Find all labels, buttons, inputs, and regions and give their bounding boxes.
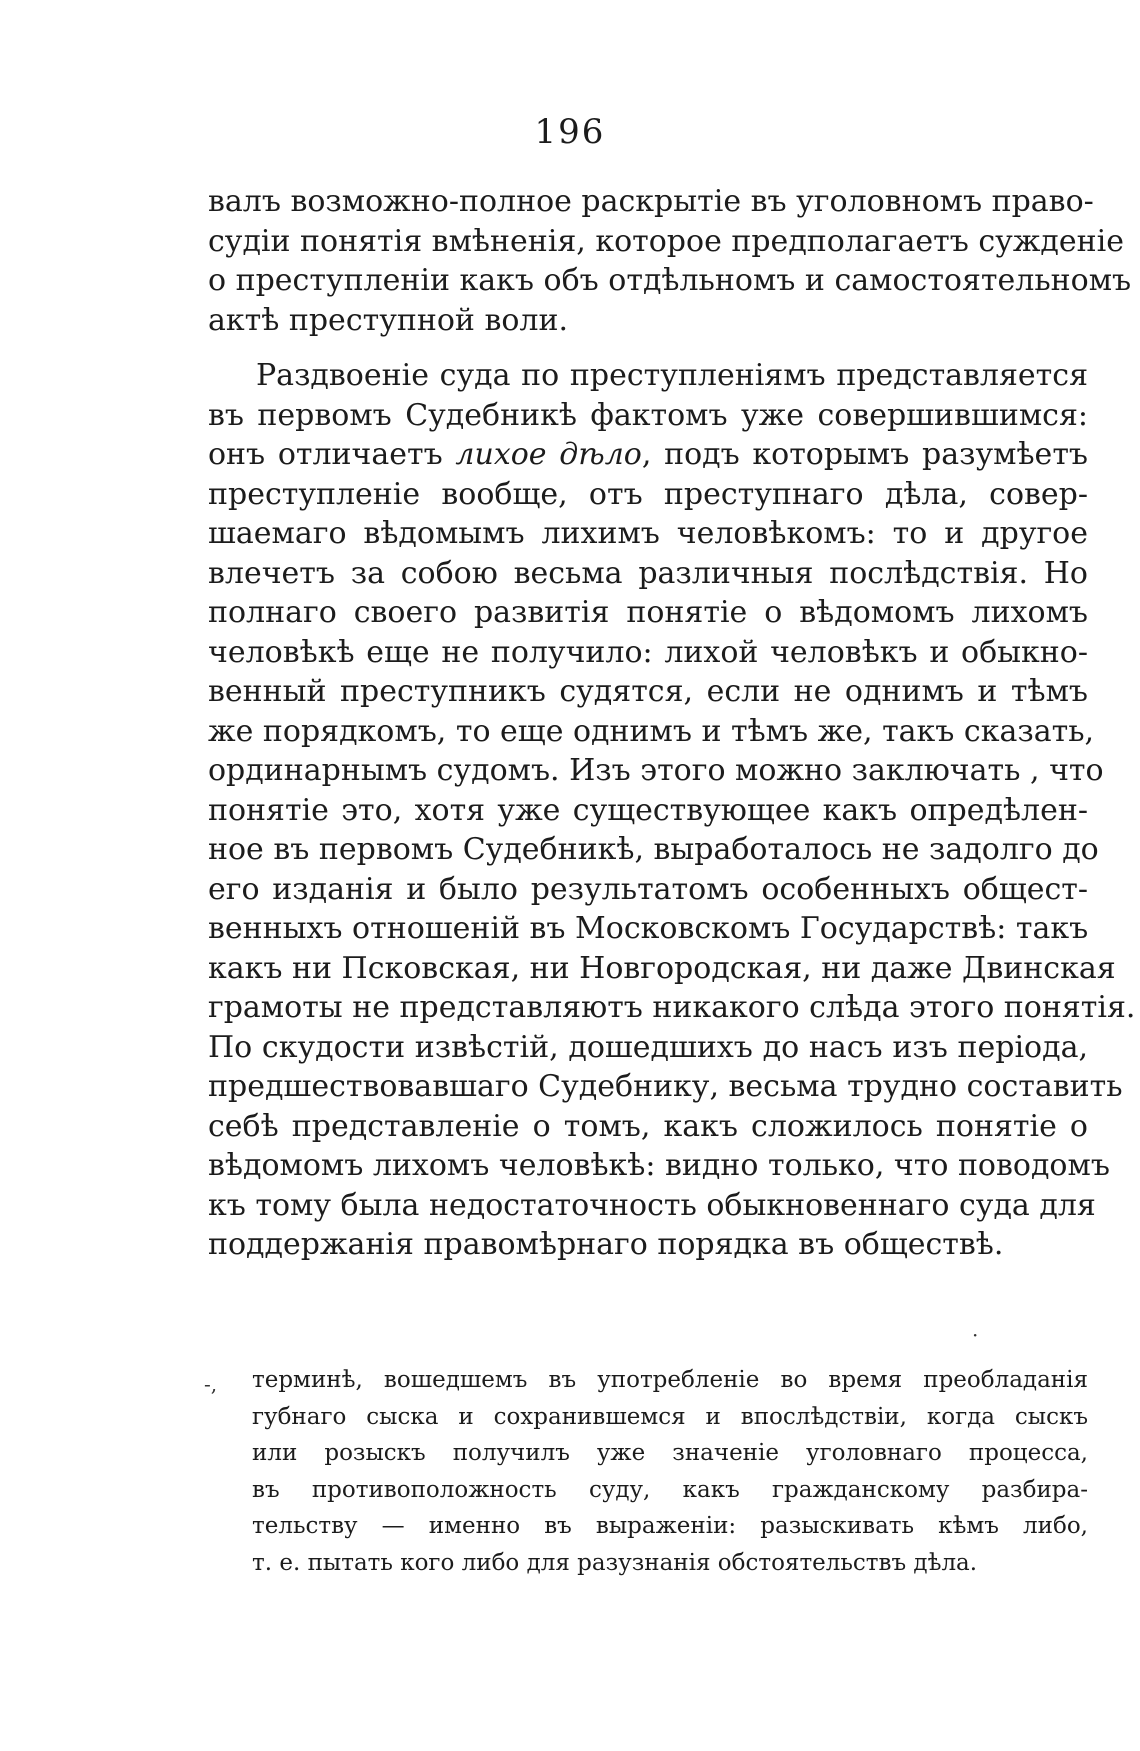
- main-text: [208, 182, 1136, 1265]
- text-line: валъ возможно-полное раскрытіе въ уголовномъ право-: [208, 184, 1094, 219]
- text-line: себѣ представленіе о томъ, какъ сложилось понятіе о: [208, 1108, 1088, 1144]
- text-line: преступленіе вообще, отъ преступнаго дѣла, совер-: [208, 476, 1088, 512]
- paragraph-2: [208, 356, 1136, 1265]
- text-line: ное въ первомъ Судебникѣ, выработалось не задолго до: [208, 832, 1099, 867]
- text-line: его изданія и было результатомъ особенныхъ общест-: [208, 871, 1088, 907]
- text-line: же порядкомъ, то еще однимъ и тѣмъ же, такъ сказать,: [208, 713, 1095, 749]
- text-line: Раздвоеніе суда по преступленіямъ представляется: [256, 358, 1088, 393]
- text-line: какъ ни Псковская, ни Новгородская, ни даже Двинская: [208, 950, 1116, 986]
- text-segment: онъ отличаетъ: [208, 437, 443, 472]
- paragraph-1: [208, 182, 1132, 340]
- footnote-line: губнаго сыска и сохранившемся и впослѣдствіи, когда сыскъ: [252, 1403, 1088, 1430]
- text-line: поддержанія правомѣрнаго порядка въ обществѣ.: [208, 1227, 1004, 1262]
- page-number: 196: [534, 112, 606, 152]
- text-line: понятіе это, хотя уже существующее какъ опредѣлен-: [208, 792, 1088, 828]
- text-segment: , подъ которымъ разумѣетъ: [641, 437, 1088, 472]
- text-line: предшествовавшаго Судебнику, весьма трудно составить: [208, 1069, 1123, 1104]
- italic-term: лихое дѣло: [455, 437, 642, 472]
- text-line: влечетъ за собою весьма различныя послѣдствія. Но: [208, 555, 1088, 591]
- footnote-line: тельству — именно въ выраженіи: разыскивать кѣмъ либо,: [252, 1513, 1088, 1539]
- text-line: вѣдомомъ лихомъ человѣкѣ: видно только, что поводомъ: [208, 1148, 1110, 1183]
- text-line: человѣкѣ еще не получило: лихой человѣкъ и обыкно-: [208, 634, 1088, 670]
- print-speck: ·: [972, 1323, 979, 1347]
- footnote-line: въ противоположность суду, какъ гражданскому разбира-: [252, 1476, 1088, 1503]
- text-line: грамоты не представляютъ никакого слѣда этого понятія.: [208, 990, 1136, 1025]
- text-line: о преступленіи какъ объ отдѣльномъ и самостоятельномъ: [208, 263, 1132, 298]
- text-line: судіи понятія вмѣненія, которое предполагаетъ сужденіе: [208, 223, 1124, 259]
- text-line-with-italic: [208, 435, 1088, 475]
- text-line: ординарнымъ судомъ. Изъ этого можно заключать , что: [208, 753, 1104, 788]
- text-line: По скудости извѣстій, дошедшихъ до насъ изъ періода,: [208, 1029, 1088, 1065]
- footnote-line: т. е. пытать кого либо для разузнанія обстоятельствъ дѣла.: [252, 1549, 978, 1576]
- text-line: шаемаго вѣдомымъ лихимъ человѣкомъ: то и другое: [208, 516, 1088, 551]
- footnote-line: терминѣ, вошедшемъ въ употребленіе во время преобладанія: [252, 1367, 1088, 1393]
- footnote: [252, 1362, 1088, 1581]
- text-line: актѣ преступной воли.: [208, 302, 568, 338]
- text-line: въ первомъ Судебникѣ фактомъ уже совершившимся:: [208, 397, 1088, 433]
- text-line: къ тому была недостаточность обыкновеннаго суда для: [208, 1187, 1096, 1223]
- print-speck: -,: [204, 1372, 218, 1396]
- footnote-line: или розыскъ получилъ уже значеніе уголовнаго процесса,: [252, 1440, 1088, 1466]
- text-line: полнаго своего развитія понятіе о вѣдомомъ лихомъ: [208, 595, 1088, 630]
- text-line: венныхъ отношеній въ Московскомъ Государствѣ: такъ: [208, 911, 1089, 946]
- text-line: венный преступникъ судятся, если не однимъ и тѣмъ: [208, 674, 1088, 709]
